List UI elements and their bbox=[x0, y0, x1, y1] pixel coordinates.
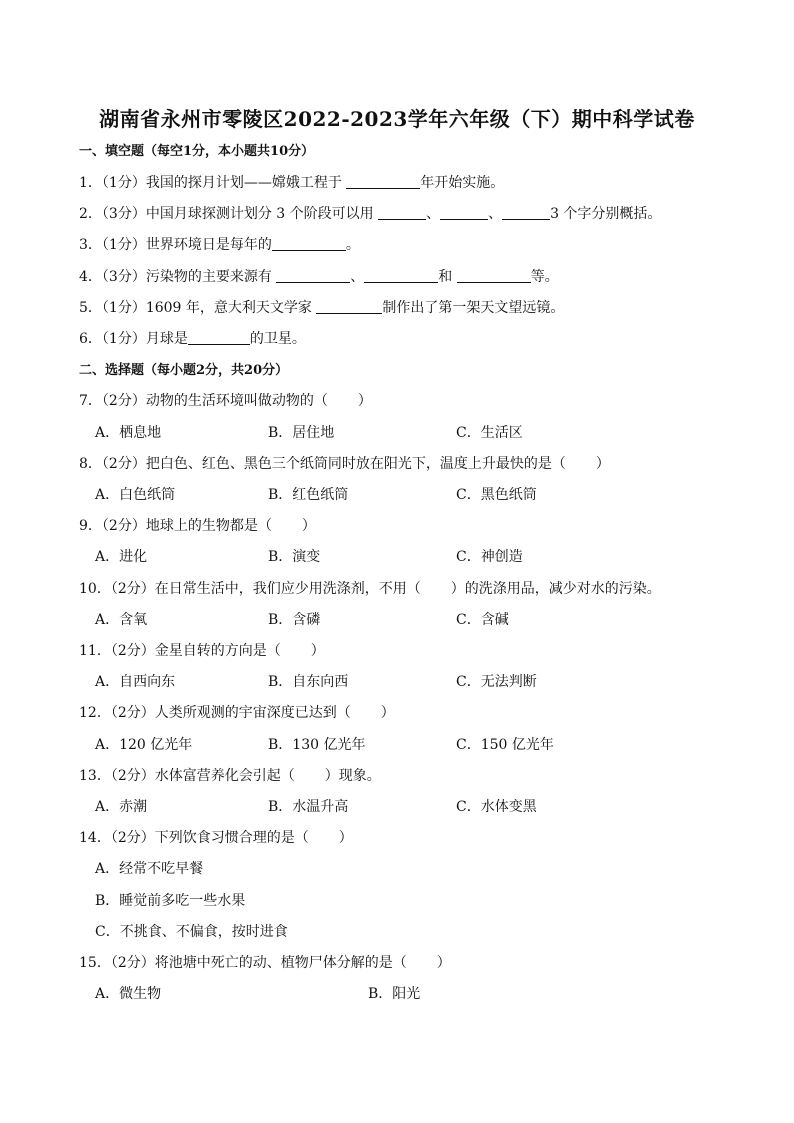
question-13 bbox=[79, 766, 381, 786]
answer-blank[interactable] bbox=[316, 299, 382, 314]
question-text: 5．（1分）1609 年，意大利天文学家 bbox=[79, 300, 317, 316]
question-text: 和 bbox=[438, 269, 457, 285]
section-fill-blank-heading: 一、填空题（每空1分，本小题共10分） bbox=[79, 144, 315, 159]
answer-blank[interactable] bbox=[440, 205, 488, 220]
answer-blank[interactable] bbox=[378, 205, 426, 220]
option-a[interactable]: A．白色纸筒 bbox=[95, 487, 176, 503]
question-text: 的卫星。 bbox=[249, 331, 306, 347]
option-c[interactable]: C．生活区 bbox=[456, 425, 523, 441]
question-text: 10．（2分）在日常生活中，我们应少用洗涤剂，不用（ bbox=[79, 581, 421, 597]
question-text: 11．（2分）金星自转的方向是（ bbox=[79, 643, 281, 659]
question-text: 3．（1分）世界环境日是每年的 bbox=[79, 237, 272, 253]
question-5 bbox=[79, 298, 564, 318]
option-b[interactable]: B．睡觉前多吃一些水果 bbox=[95, 893, 246, 909]
question-text: ） bbox=[310, 643, 325, 659]
option-a[interactable]: A．栖息地 bbox=[95, 425, 162, 441]
question-text: 、 bbox=[350, 269, 365, 285]
question-15 bbox=[79, 953, 451, 973]
option-a[interactable]: A．120 亿光年 bbox=[95, 737, 193, 753]
question-12 bbox=[79, 703, 395, 723]
question-text: 7．（2分）动物的生活环境叫做动物的（ bbox=[79, 393, 328, 409]
question-text: 3 个字分别概括。 bbox=[550, 206, 662, 222]
option-a[interactable]: A．自西向东 bbox=[95, 674, 176, 690]
question-text: 等。 bbox=[530, 269, 559, 285]
question-2 bbox=[79, 204, 661, 224]
answer-blank[interactable] bbox=[346, 174, 420, 189]
question-text: ） bbox=[338, 830, 353, 846]
option-b[interactable]: B．红色纸筒 bbox=[268, 487, 349, 503]
question-text: ） bbox=[595, 456, 610, 472]
question-10 bbox=[79, 579, 661, 599]
option-c[interactable]: C．不挑食、不偏食，按时进食 bbox=[95, 924, 288, 940]
question-6 bbox=[79, 329, 306, 349]
exam-title: 湖南省永州市零陵区2022-2023学年六年级（下）期中科学试卷 bbox=[99, 107, 695, 131]
question-text: 8．（2分）把白色、红色、黑色三个纸筒同时放在阳光下，温度上升最快的是（ bbox=[79, 456, 566, 472]
option-c[interactable]: C．150 亿光年 bbox=[456, 737, 554, 753]
section-choice-heading: 二、选择题（每小题2分，共20分） bbox=[79, 363, 289, 378]
option-c[interactable]: C．神创造 bbox=[456, 549, 523, 565]
option-b[interactable]: B．130 亿光年 bbox=[268, 737, 366, 753]
option-b[interactable]: B．含磷 bbox=[268, 612, 321, 628]
option-b[interactable]: B．演变 bbox=[268, 549, 321, 565]
question-1 bbox=[79, 173, 504, 193]
question-text: 1．（1分）我国的探月计划——嫦娥工程于 bbox=[79, 175, 347, 191]
question-text: ） bbox=[380, 705, 395, 721]
question-4 bbox=[79, 267, 559, 287]
option-a[interactable]: A．含氧 bbox=[95, 612, 148, 628]
question-text: 9．（2分）地球上的生物都是（ bbox=[79, 518, 272, 534]
question-text: 2．（3分）中国月球探测计划分 3 个阶段可以用 bbox=[79, 206, 379, 222]
option-b[interactable]: B．居住地 bbox=[268, 425, 335, 441]
option-c[interactable]: C．无法判断 bbox=[456, 674, 537, 690]
question-text: ）现象。 bbox=[324, 768, 381, 784]
question-text: 年开始实施。 bbox=[420, 175, 505, 191]
question-text: 4．（3分）污染物的主要来源有 bbox=[79, 269, 277, 285]
question-9 bbox=[79, 516, 316, 536]
question-text: 制作出了第一架天文望远镜。 bbox=[382, 300, 565, 316]
question-text: 、 bbox=[426, 206, 441, 222]
question-text: 、 bbox=[488, 206, 503, 222]
option-c[interactable]: C．水体变黑 bbox=[456, 799, 537, 815]
option-c[interactable]: C．黑色纸筒 bbox=[456, 487, 537, 503]
option-b[interactable]: B．水温升高 bbox=[268, 799, 349, 815]
question-text: 13．（2分）水体富营养化会引起（ bbox=[79, 768, 295, 784]
question-11 bbox=[79, 641, 325, 661]
question-text: ） bbox=[436, 955, 451, 971]
answer-blank[interactable] bbox=[276, 268, 350, 283]
answer-blank[interactable] bbox=[364, 268, 438, 283]
option-a[interactable]: A．赤潮 bbox=[95, 799, 148, 815]
question-text: 。 bbox=[345, 237, 360, 253]
answer-blank[interactable] bbox=[502, 205, 550, 220]
question-8 bbox=[79, 454, 610, 474]
option-a[interactable]: A．微生物 bbox=[95, 986, 162, 1002]
option-a[interactable]: A．进化 bbox=[95, 549, 148, 565]
answer-blank[interactable] bbox=[457, 268, 531, 283]
option-b[interactable]: B．阳光 bbox=[368, 986, 421, 1002]
answer-blank[interactable] bbox=[188, 330, 250, 345]
option-b[interactable]: B．自东向西 bbox=[268, 674, 349, 690]
question-text: ） bbox=[301, 518, 316, 534]
question-text: ） bbox=[357, 393, 372, 409]
question-text: 14．（2分）下列饮食习惯合理的是（ bbox=[79, 830, 309, 846]
question-text: 12．（2分）人类所观测的宇宙深度已达到（ bbox=[79, 705, 351, 721]
question-text: ）的洗涤用品，减少对水的污染。 bbox=[450, 581, 661, 597]
question-3 bbox=[79, 235, 360, 255]
question-text: 6．（1分）月球是 bbox=[79, 331, 188, 347]
option-c[interactable]: C．含碱 bbox=[456, 612, 509, 628]
question-text: 15．（2分）将池塘中死亡的动、植物尸体分解的是（ bbox=[79, 955, 407, 971]
option-a[interactable]: A．经常不吃早餐 bbox=[95, 861, 204, 877]
question-14 bbox=[79, 828, 353, 848]
answer-blank[interactable] bbox=[272, 236, 346, 251]
question-7 bbox=[79, 391, 372, 411]
